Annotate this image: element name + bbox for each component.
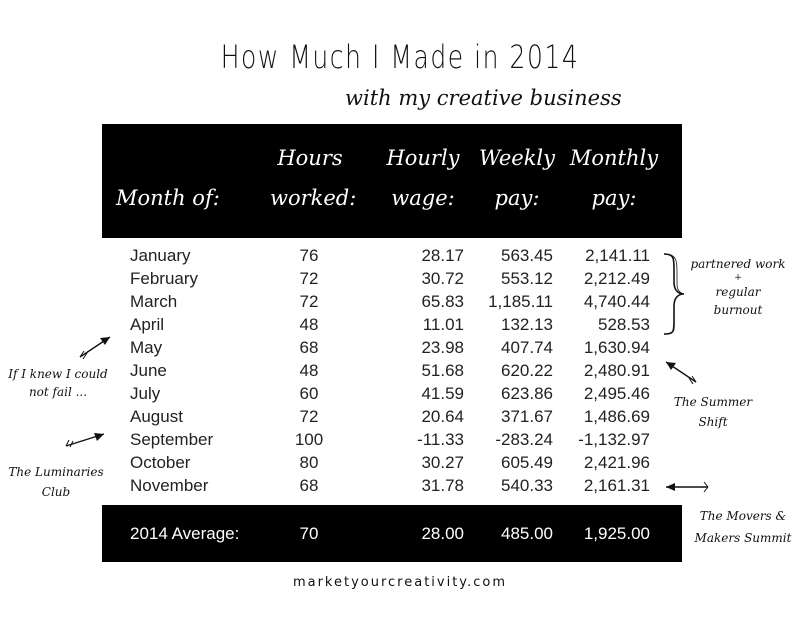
average-label: 2014 Average:: [130, 524, 240, 543]
header-month: Month of:: [116, 186, 220, 210]
table-body: [102, 244, 682, 497]
table-row: [102, 313, 682, 336]
cell-hours: 80: [299, 453, 319, 472]
annotation-movers: The Movers & Makers Summit: [694, 509, 792, 545]
cell-hours: 60: [299, 384, 319, 403]
cell-month: June: [130, 361, 167, 380]
table-row: [102, 359, 682, 382]
annotation-summer: The Summer Shift: [673, 395, 753, 429]
cell-wage: 51.68: [421, 361, 464, 380]
average-monthly: 1,925.00: [583, 524, 650, 543]
cell-hours: 48: [299, 315, 319, 334]
cell-wage: -11.33: [417, 430, 464, 449]
cell-wage: 28.17: [421, 246, 464, 265]
table-row: [102, 244, 682, 267]
table-row: [102, 267, 682, 290]
cell-month: April: [130, 315, 165, 334]
annotation-luminaries: The Luminaries Club: [8, 465, 104, 499]
cell-month: October: [130, 453, 191, 472]
annotation-fail: If I knew I could not fail ...: [8, 367, 108, 399]
header-hours: Hours worked:: [270, 146, 357, 210]
cell-hours: 68: [299, 476, 319, 495]
average-wage: 28.00: [421, 524, 464, 543]
cell-wage: 30.72: [421, 269, 464, 288]
cell-hours: 100: [294, 430, 324, 449]
cell-wage: 20.64: [421, 407, 464, 426]
arrow-right-icon: [64, 430, 108, 450]
cell-hours: 72: [299, 269, 319, 288]
cell-month: August: [130, 407, 183, 426]
cell-monthly: 528.53: [598, 315, 650, 334]
table-row: [102, 290, 682, 313]
cell-monthly: 2,421.96: [583, 453, 650, 472]
annotation-partnered: partnered work + regular burnout: [690, 257, 786, 317]
cell-monthly: -1,132.97: [578, 430, 650, 449]
page-title: How Much I Made in 2014: [220, 38, 580, 76]
cell-wage: 65.83: [421, 292, 464, 311]
cell-weekly: 132.13: [501, 315, 553, 334]
cell-hours: 76: [299, 246, 319, 265]
cell-monthly: 2,495.46: [583, 384, 650, 403]
cell-weekly: 371.67: [501, 407, 553, 426]
cell-monthly: 1,630.94: [583, 338, 650, 357]
cell-hours: 72: [299, 292, 319, 311]
cell-hours: 48: [299, 361, 319, 380]
average-row: [102, 505, 682, 562]
cell-monthly: 2,212.49: [583, 269, 650, 288]
header-monthly: Monthly pay:: [569, 146, 659, 210]
table-row: [102, 382, 682, 405]
table-row: [102, 428, 682, 451]
cell-monthly: 4,740.44: [583, 292, 650, 311]
cell-hours: 72: [299, 407, 319, 426]
cell-weekly: 605.49: [501, 453, 553, 472]
cell-month: May: [130, 338, 163, 357]
cell-month: February: [130, 269, 199, 288]
cell-wage: 23.98: [421, 338, 464, 357]
cell-monthly: 2,161.31: [583, 476, 650, 495]
cell-wage: 41.59: [421, 384, 464, 403]
cell-monthly: 1,486.69: [583, 407, 650, 426]
arrow-up-left-icon: [662, 358, 698, 386]
average-hours: 70: [299, 524, 319, 543]
cell-wage: 30.27: [421, 453, 464, 472]
cell-month: July: [130, 384, 161, 403]
website-footer: marketyourcreativity.com: [292, 575, 508, 590]
table-header: [102, 124, 682, 238]
cell-month: November: [130, 476, 209, 495]
cell-weekly: 553.12: [501, 269, 553, 288]
table-row: [102, 451, 682, 474]
cell-month: January: [130, 246, 191, 265]
arrow-left-icon: [662, 480, 710, 494]
cell-monthly: 2,480.91: [583, 361, 650, 380]
cell-weekly: 407.74: [501, 338, 553, 357]
header-weekly: Weekly pay:: [478, 146, 556, 210]
average-weekly: 485.00: [501, 524, 553, 543]
page-subtitle: with my creative business: [345, 86, 622, 110]
cell-weekly: 1,185.11: [488, 292, 553, 311]
cell-hours: 68: [299, 338, 319, 357]
cell-weekly: 620.22: [501, 361, 553, 380]
table-row: [102, 474, 682, 497]
cell-month: March: [130, 292, 178, 311]
header-wage: Hourly wage:: [386, 146, 460, 210]
cell-weekly: 563.45: [501, 246, 553, 265]
cell-weekly: 540.33: [501, 476, 553, 495]
cell-wage: 31.78: [421, 476, 464, 495]
cell-month: September: [130, 430, 214, 449]
cell-weekly: -283.24: [495, 430, 553, 449]
cell-wage: 11.01: [422, 315, 464, 334]
arrow-up-right-icon: [78, 333, 114, 361]
table-row: [102, 405, 682, 428]
table-row: [102, 336, 682, 359]
cell-weekly: 623.86: [501, 384, 553, 403]
cell-monthly: 2,141.11: [585, 246, 650, 265]
